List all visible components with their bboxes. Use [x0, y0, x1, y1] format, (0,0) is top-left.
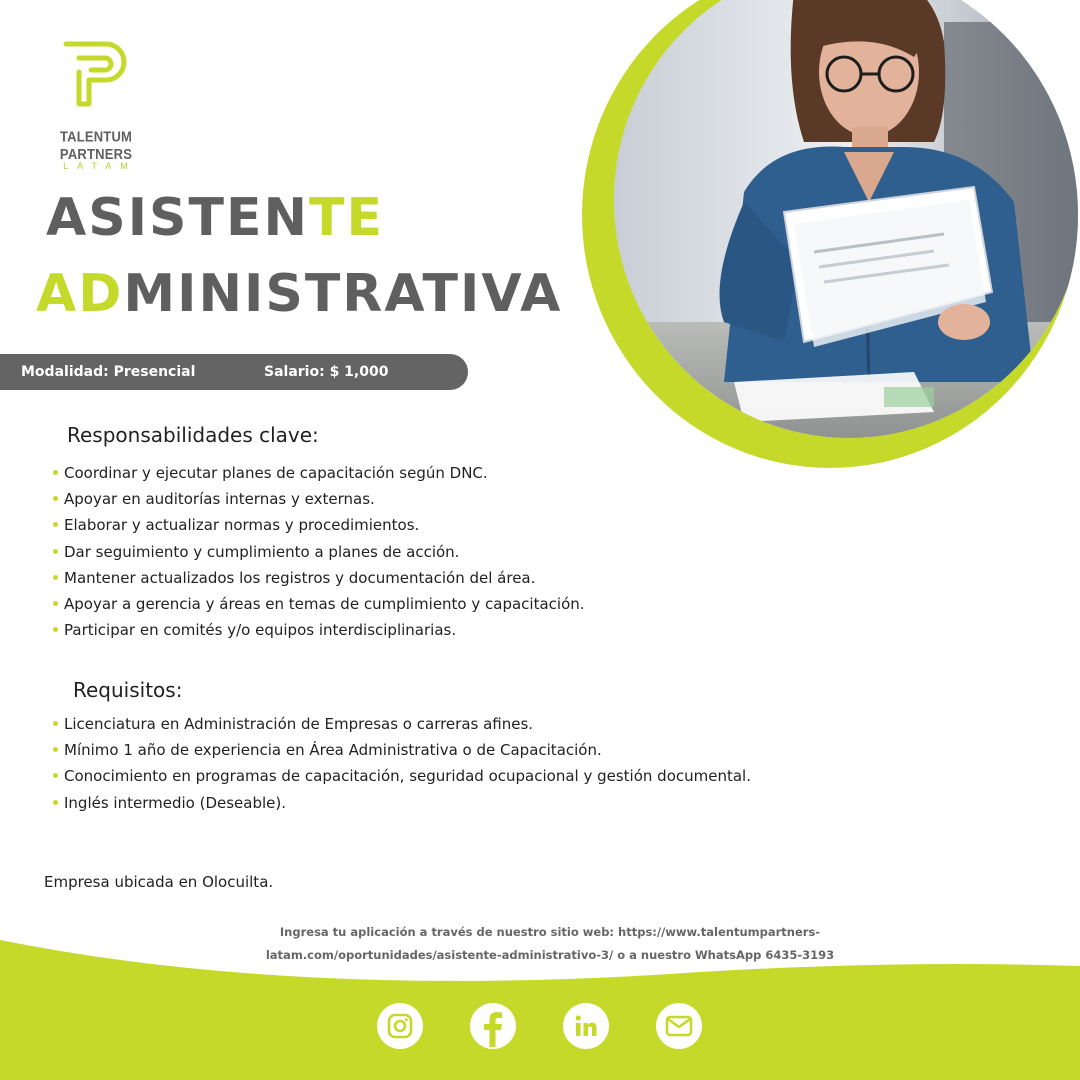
bullet-icon: [53, 800, 58, 805]
list-item: Apoyar a gerencia y áreas en temas de cumplimiento y capacitación.: [53, 591, 585, 617]
requisitos-heading: Requisitos:: [73, 678, 183, 702]
list-item: Coordinar y ejecutar planes de capacitación según DNC.: [53, 460, 585, 486]
bullet-icon: [53, 721, 58, 726]
bullet-icon: [53, 601, 58, 606]
woman-reading-document-photo: [614, 0, 1078, 438]
title-green-part: AD: [36, 264, 124, 324]
job-title-line-1: [46, 188, 385, 248]
apply-line-1: Ingresa tu aplicación a través de nuestro sitio web: https://www.talentumpartners-: [279, 925, 821, 939]
apply-line-2: latam.com/oportunidades/asistente-administrativo-3/ o a nuestro WhatsApp 6435-3193: [265, 948, 835, 962]
talentum-logo-mark: [61, 36, 131, 108]
modalidad-label: Modalidad: Presencial: [21, 364, 196, 380]
job-info-bar: [0, 354, 468, 390]
mail-glyph: [665, 1015, 693, 1037]
linkedin-glyph: [573, 1013, 599, 1039]
title-gray-part: MINISTRATIVA: [123, 264, 563, 324]
list-item: Mantener actualizados los registros y documentación del área.: [53, 565, 585, 591]
list-item: Licenciatura en Administración de Empresas o carreras afines.: [53, 711, 751, 737]
bullet-icon: [53, 575, 58, 580]
company-location: Empresa ubicada en Olocuilta.: [44, 873, 274, 891]
instagram-icon[interactable]: [377, 1003, 423, 1049]
bullet-icon: [53, 496, 58, 501]
requisitos-list: [53, 711, 751, 816]
linkedin-icon[interactable]: [563, 1003, 609, 1049]
list-item: Apoyar en auditorías internas y externas.: [53, 486, 585, 512]
title-gray-part: ASISTEN: [46, 188, 310, 248]
salario-label: Salario: $ 1,000: [264, 364, 389, 380]
bullet-icon: [53, 747, 58, 752]
title-green-part: TE: [309, 188, 385, 248]
list-item: Mínimo 1 año de experiencia en Área Administrativa o de Capacitación.: [53, 737, 751, 763]
list-item: Inglés intermedio (Deseable).: [53, 790, 751, 816]
list-item: Conocimiento en programas de capacitación, seguridad ocupacional y gestión documental.: [53, 763, 751, 789]
brand-sub: LATAM: [63, 161, 137, 171]
list-item: Dar seguimiento y cumplimiento a planes de acción.: [53, 539, 585, 565]
responsabilidades-heading: Responsabilidades clave:: [67, 423, 319, 447]
bullet-icon: [53, 522, 58, 527]
facebook-glyph: [470, 1003, 516, 1049]
mail-icon[interactable]: [656, 1003, 702, 1049]
facebook-icon[interactable]: [470, 1003, 516, 1049]
responsabilidades-list: [53, 460, 585, 643]
list-item: Participar en comités y/o equipos interdisciplinarias.: [53, 617, 585, 643]
instagram-glyph: [387, 1013, 413, 1039]
company-logo: [36, 36, 156, 171]
brand-name: TALENTUM PARTNERS: [59, 127, 133, 163]
apply-instructions: [230, 921, 870, 967]
bullet-icon: [53, 470, 58, 475]
bullet-icon: [53, 627, 58, 632]
photo-frame: [582, 0, 1078, 468]
photo-illustration: [614, 0, 1078, 438]
bullet-icon: [53, 549, 58, 554]
list-item: Elaborar y actualizar normas y procedimientos.: [53, 512, 585, 538]
job-title-line-2: [36, 264, 563, 324]
bullet-icon: [53, 773, 58, 778]
